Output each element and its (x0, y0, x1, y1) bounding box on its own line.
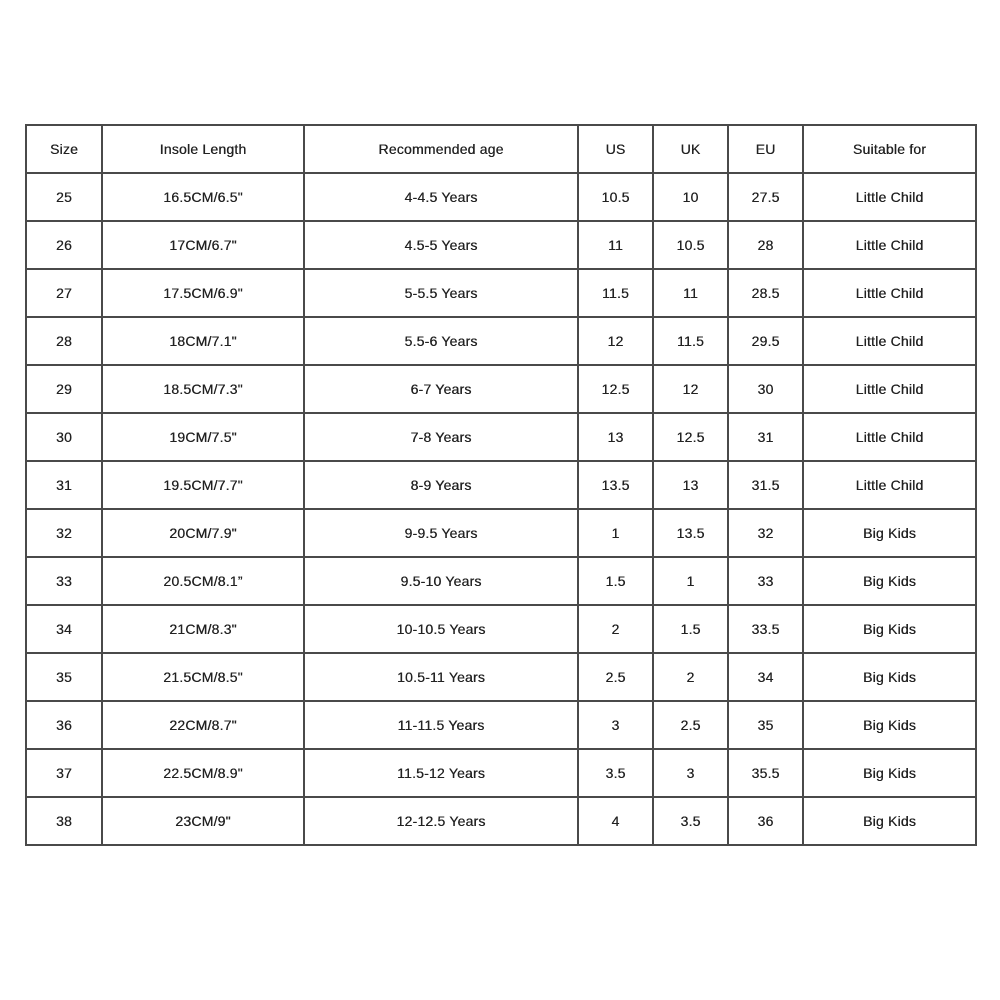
header-us: US (578, 125, 653, 173)
cell-uk: 13.5 (653, 509, 728, 557)
size-chart-table (25, 124, 977, 846)
cell-insole-length: 19.5CM/7.7" (102, 461, 304, 509)
header-insole-length: Insole Length (102, 125, 304, 173)
cell-recommended-age: 12-12.5 Years (304, 797, 578, 845)
cell-insole-length: 20CM/7.9" (102, 509, 304, 557)
cell-suitable-for: Little Child (803, 413, 976, 461)
cell-recommended-age: 8-9 Years (304, 461, 578, 509)
cell-suitable-for: Big Kids (803, 557, 976, 605)
cell-suitable-for: Big Kids (803, 749, 976, 797)
header-uk: UK (653, 125, 728, 173)
table-row (26, 317, 976, 365)
cell-uk: 12.5 (653, 413, 728, 461)
cell-insole-length: 19CM/7.5" (102, 413, 304, 461)
cell-us: 11 (578, 221, 653, 269)
cell-eu: 28 (728, 221, 803, 269)
cell-eu: 31 (728, 413, 803, 461)
cell-insole-length: 23CM/9" (102, 797, 304, 845)
cell-eu: 35 (728, 701, 803, 749)
cell-suitable-for: Big Kids (803, 701, 976, 749)
cell-recommended-age: 11-11.5 Years (304, 701, 578, 749)
table-row (26, 557, 976, 605)
cell-recommended-age: 9.5-10 Years (304, 557, 578, 605)
cell-eu: 27.5 (728, 173, 803, 221)
cell-us: 13.5 (578, 461, 653, 509)
cell-recommended-age: 4.5-5 Years (304, 221, 578, 269)
cell-size: 36 (26, 701, 102, 749)
cell-uk: 13 (653, 461, 728, 509)
cell-eu: 33 (728, 557, 803, 605)
cell-us: 11.5 (578, 269, 653, 317)
cell-us: 4 (578, 797, 653, 845)
cell-recommended-age: 5-5.5 Years (304, 269, 578, 317)
cell-uk: 3.5 (653, 797, 728, 845)
cell-size: 25 (26, 173, 102, 221)
cell-insole-length: 18CM/7.1" (102, 317, 304, 365)
cell-eu: 36 (728, 797, 803, 845)
cell-size: 37 (26, 749, 102, 797)
cell-insole-length: 21CM/8.3" (102, 605, 304, 653)
cell-uk: 2.5 (653, 701, 728, 749)
cell-suitable-for: Big Kids (803, 605, 976, 653)
cell-size: 26 (26, 221, 102, 269)
cell-size: 31 (26, 461, 102, 509)
cell-us: 3 (578, 701, 653, 749)
table-row (26, 269, 976, 317)
table-row (26, 797, 976, 845)
cell-eu: 33.5 (728, 605, 803, 653)
cell-insole-length: 17CM/6.7" (102, 221, 304, 269)
cell-uk: 1.5 (653, 605, 728, 653)
cell-suitable-for: Little Child (803, 173, 976, 221)
cell-eu: 34 (728, 653, 803, 701)
cell-uk: 10 (653, 173, 728, 221)
cell-us: 2 (578, 605, 653, 653)
cell-size: 35 (26, 653, 102, 701)
cell-insole-length: 16.5CM/6.5" (102, 173, 304, 221)
cell-eu: 31.5 (728, 461, 803, 509)
cell-suitable-for: Big Kids (803, 653, 976, 701)
cell-eu: 35.5 (728, 749, 803, 797)
cell-eu: 29.5 (728, 317, 803, 365)
cell-us: 3.5 (578, 749, 653, 797)
cell-uk: 11.5 (653, 317, 728, 365)
cell-insole-length: 22.5CM/8.9" (102, 749, 304, 797)
cell-eu: 28.5 (728, 269, 803, 317)
table-row (26, 173, 976, 221)
cell-insole-length: 21.5CM/8.5" (102, 653, 304, 701)
cell-recommended-age: 7-8 Years (304, 413, 578, 461)
table-row (26, 413, 976, 461)
table-row (26, 605, 976, 653)
cell-us: 13 (578, 413, 653, 461)
cell-size: 38 (26, 797, 102, 845)
table-row (26, 509, 976, 557)
header-size: Size (26, 125, 102, 173)
cell-suitable-for: Little Child (803, 365, 976, 413)
table-row (26, 461, 976, 509)
cell-size: 34 (26, 605, 102, 653)
cell-uk: 10.5 (653, 221, 728, 269)
cell-recommended-age: 5.5-6 Years (304, 317, 578, 365)
cell-us: 2.5 (578, 653, 653, 701)
cell-eu: 32 (728, 509, 803, 557)
cell-insole-length: 18.5CM/7.3" (102, 365, 304, 413)
cell-insole-length: 22CM/8.7" (102, 701, 304, 749)
cell-recommended-age: 6-7 Years (304, 365, 578, 413)
cell-recommended-age: 11.5-12 Years (304, 749, 578, 797)
cell-eu: 30 (728, 365, 803, 413)
cell-uk: 12 (653, 365, 728, 413)
cell-us: 12 (578, 317, 653, 365)
cell-suitable-for: Little Child (803, 461, 976, 509)
table-row (26, 701, 976, 749)
cell-suitable-for: Little Child (803, 269, 976, 317)
cell-suitable-for: Little Child (803, 221, 976, 269)
cell-suitable-for: Big Kids (803, 797, 976, 845)
cell-suitable-for: Big Kids (803, 509, 976, 557)
cell-insole-length: 20.5CM/8.1” (102, 557, 304, 605)
table-row (26, 749, 976, 797)
cell-recommended-age: 10.5-11 Years (304, 653, 578, 701)
header-suitable-for: Suitable for (803, 125, 976, 173)
table-row (26, 653, 976, 701)
cell-size: 27 (26, 269, 102, 317)
cell-us: 1 (578, 509, 653, 557)
cell-us: 12.5 (578, 365, 653, 413)
cell-uk: 2 (653, 653, 728, 701)
cell-size: 29 (26, 365, 102, 413)
header-eu: EU (728, 125, 803, 173)
header-recommended-age: Recommended age (304, 125, 578, 173)
table-row (26, 365, 976, 413)
cell-size: 32 (26, 509, 102, 557)
cell-uk: 1 (653, 557, 728, 605)
cell-recommended-age: 10-10.5 Years (304, 605, 578, 653)
cell-suitable-for: Little Child (803, 317, 976, 365)
cell-us: 1.5 (578, 557, 653, 605)
table-header-row (26, 125, 976, 173)
cell-insole-length: 17.5CM/6.9" (102, 269, 304, 317)
cell-us: 10.5 (578, 173, 653, 221)
size-chart (25, 124, 975, 846)
cell-uk: 11 (653, 269, 728, 317)
cell-uk: 3 (653, 749, 728, 797)
cell-size: 30 (26, 413, 102, 461)
table-row (26, 221, 976, 269)
cell-recommended-age: 9-9.5 Years (304, 509, 578, 557)
cell-size: 28 (26, 317, 102, 365)
cell-size: 33 (26, 557, 102, 605)
cell-recommended-age: 4-4.5 Years (304, 173, 578, 221)
